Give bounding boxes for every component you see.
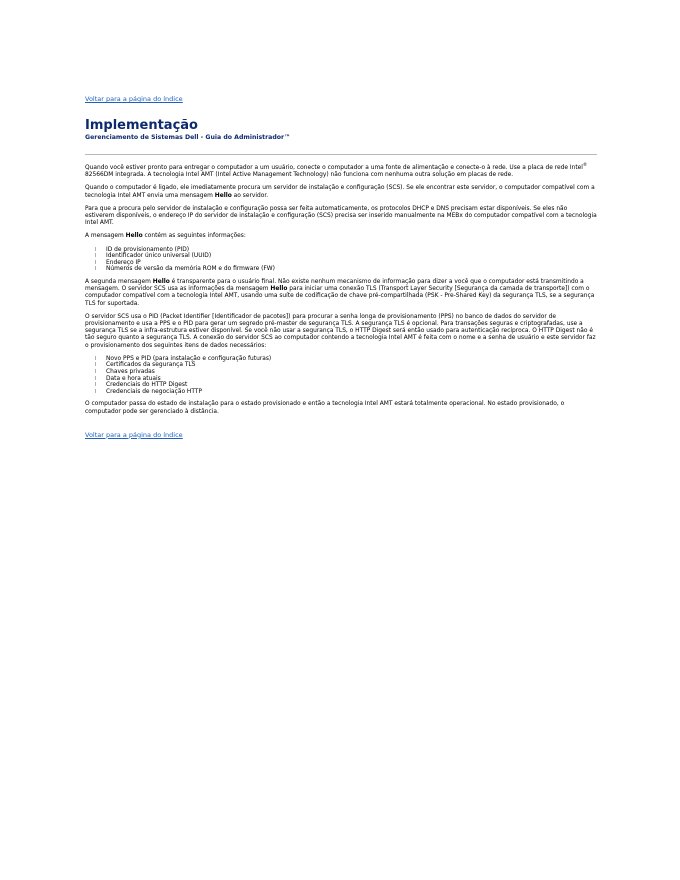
hello-term: Hello xyxy=(214,192,232,199)
header-divider xyxy=(85,154,597,155)
paragraph-pid-pps: O servidor SCS usa o PID (Packet Identifier [Identificador de pacotes]) para procurar a senha longa de provisionamento (PPS) no banco de dados do servidor de provisionamento e usa a PPS e o PID para gerar um segredo pré-master de segurança TLS. A segurança TLS é opcional. Para transações seguras e criptografadas, use a segurança TLS se a infra-estrutura estiver disponível. Se você não usar a segurança TLS, o HTTP Digest será então usado para autenticação recíproca. O HTTP Digest não é tão seguro quanto a segurança TLS. A conexão do servidor SCS ao computador contendo a tecnologia Intel AMT é feita com o nome e a senha de usuário e este servidor faz o provisionamento dos seguintes itens de dados necessários: xyxy=(85,313,596,349)
list-bullet: l xyxy=(95,388,97,395)
document-page xyxy=(85,86,597,441)
list-bullet: l xyxy=(95,382,97,389)
hello-info-list xyxy=(85,247,597,273)
guide-subtitle: Gerenciamento de Sistemas Dell - Guia do Administrador™ xyxy=(85,134,291,141)
list-bullet: l xyxy=(95,253,97,260)
list-bullet: l xyxy=(95,362,97,369)
hello-term: Hello xyxy=(125,233,143,240)
list-item: l Credenciais de negociação HTTP xyxy=(95,388,203,395)
provisioning-items-list xyxy=(85,356,597,396)
page-title: Implementação xyxy=(85,118,198,133)
list-bullet: l xyxy=(95,355,97,362)
list-item: l Endereço IP xyxy=(95,259,141,266)
list-item: l Chaves privadas xyxy=(95,369,155,376)
list-item: l Identificador único universal (UUID) xyxy=(95,253,212,260)
paragraph-hello-contents: A mensagem Hello contém as seguintes informações: xyxy=(85,233,246,240)
hello-term: Hello xyxy=(152,279,170,285)
paragraph-scs-search: Quando o computador é ligado, ele imediatamente procura um servidor de instalação e configuração (SCS). Se ele encontrar este servidor, o computador compatível com a tecnologia Intel AMT envia uma mensagem Hello ao servidor. xyxy=(85,185,595,199)
registered-mark: ® xyxy=(582,162,587,168)
paragraph-intro: Quando você estiver pronto para entregar o computador a um usuário, conecte o computador a uma fonte de alimentação e conecte-o à rede. Use a placa de rede Intel® 82566DM integrada. A tecnologia Intel AMT (Intel Active Management Technology) não funciona com nenhuma outra solução em placas de rede. xyxy=(85,162,587,179)
hello-term: Hello xyxy=(270,286,288,293)
paragraph-provisioned-state: O computador passa do estado de instalação para o estado provisionado e então a tecnologia Intel AMT estará totalmente operacional. No estado provisionado, o computador pode ser gerenciado à distância. xyxy=(85,401,565,415)
list-bullet: l xyxy=(95,246,97,253)
list-item: l Números de versão da memória ROM e do firmware (FW) xyxy=(95,266,275,273)
paragraph-dhcp-dns: Para que a procura pelo servidor de instalação e configuração possa ser feita automaticamente, os protocolos DHCP e DNS precisam estar disponíveis. Se eles não estiverem disponíveis, o endereço IP do servidor de instalação e configuração (SCS) precisa ser inserido manualmente na MEBx do computador compatível com a tecnologia Intel AMT. xyxy=(85,205,597,227)
list-bullet: l xyxy=(95,375,97,382)
back-to-index-link-top[interactable]: Voltar para a página do índice xyxy=(85,95,183,103)
list-bullet: l xyxy=(95,369,97,376)
list-item: l Data e hora atuais xyxy=(95,375,161,382)
list-bullet: l xyxy=(95,259,97,266)
paragraph-second-hello: A segunda mensagem Hello é transparente para o usuário final. Não existe nenhum mecanismo de informação para dizer a você que o computador está transmitindo a mensagem. O servidor SCS usa as informações da mensagem Hello para iniciar uma conexão TLS (Transport Layer Security [Segurança da camada de transporte]) com o computador compatível com a tecnologia Intel AMT, usando uma suíte de codificação de chave pré-compartilhada (PSK - Pre-Shared Key) da segurança TLS, se a segurança TLS for suportada. xyxy=(85,279,595,307)
back-to-index-link-bottom[interactable]: Voltar para a página do índice xyxy=(85,430,183,439)
list-bullet: l xyxy=(95,266,97,273)
list-item: l Certificados da segurança TLS xyxy=(95,362,196,369)
list-item: l Credenciais do HTTP Digest xyxy=(95,382,188,389)
list-item: l Novo PPS e PID (para instalação e configuração futuras) xyxy=(95,355,272,362)
list-item: l ID de provisionamento (PID) xyxy=(95,246,190,253)
